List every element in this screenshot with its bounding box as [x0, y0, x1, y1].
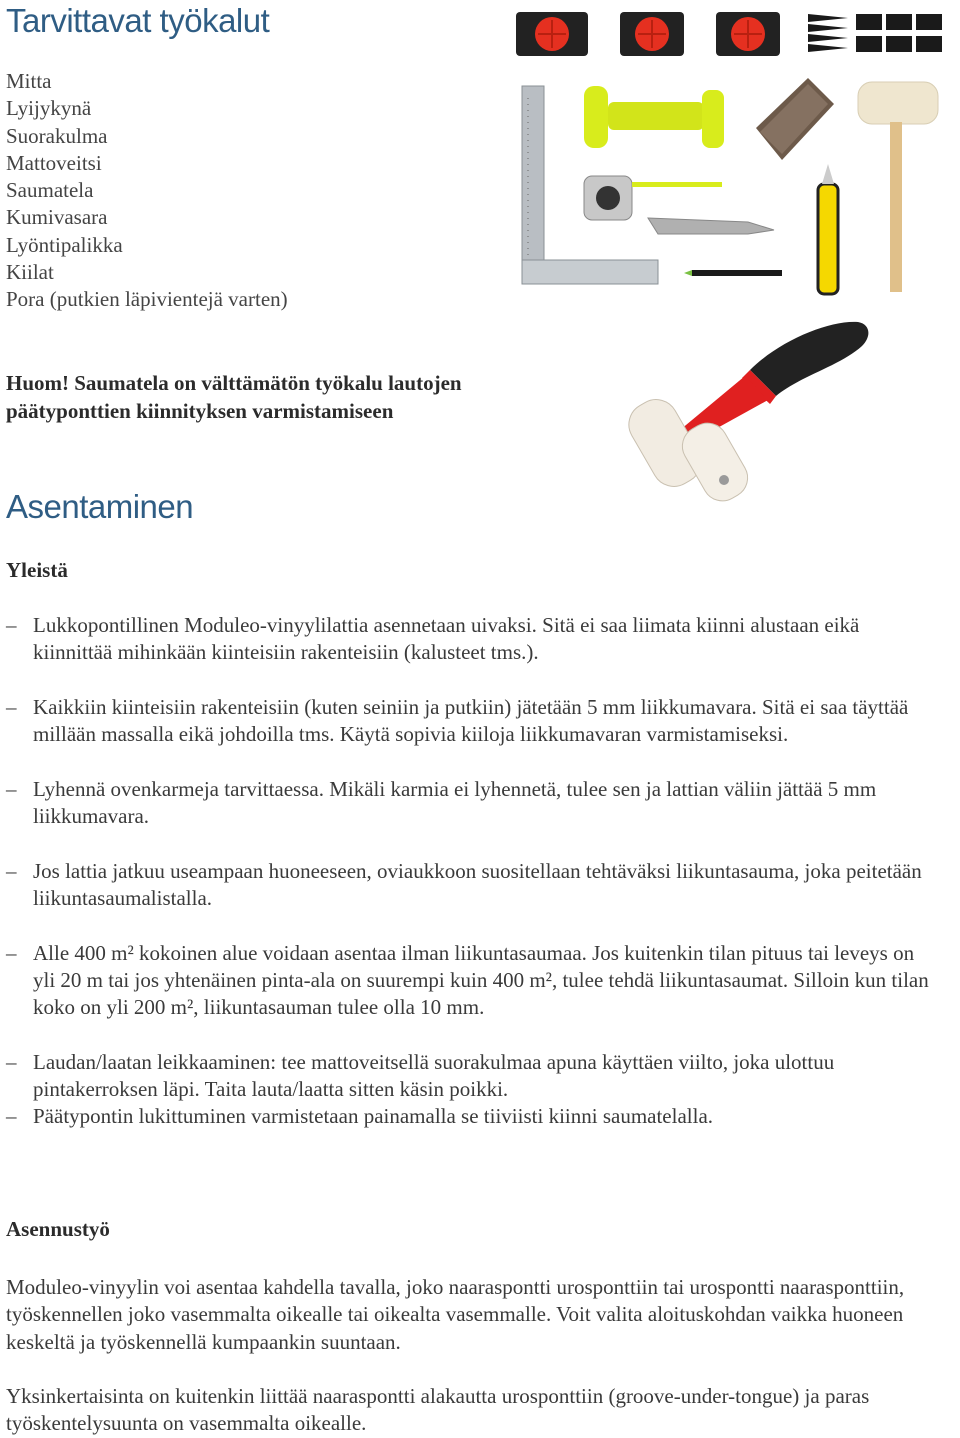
bullet-text: Jos lattia jatkuu useampaan huoneeseen, oviaukkoon suositellaan tehtäväksi liikuntasauma, joka peitetään liikuntasaumalistalla.	[33, 858, 922, 910]
bullet-text: Kaikkiin kiinteisiin rakenteisiin (kuten seiniin ja putkiin) jätetään 5 mm liikkumavara. Sitä ei saa täyttää millään massalla eikä johdoilla tms. Käytä sopivia kiiloja liikkumavaran varmistamiseksi.	[33, 694, 909, 747]
tool-item-wedges: Kiilat	[6, 260, 54, 285]
list-item	[6, 858, 941, 913]
list-item	[6, 1049, 941, 1104]
work-paragraph-1: Moduleo-vinyylin voi asentaa kahdella tavalla, joko naaraspontti urosponttiin tai urospontti naarasponttiin, työskennellen joko vasemmalta oikealle tai oikealta vasemmalle. Voit valita aloituskohdan vaikka huoneen keskeltä ja työskennellä kumpaankin suuntaan.	[6, 1275, 905, 1354]
tool-list	[6, 68, 288, 314]
dash-icon: –	[6, 940, 17, 965]
tool-item-utility-knife: Mattoveitsi	[6, 150, 102, 175]
pencil-icon	[684, 270, 782, 276]
dash-icon: –	[6, 613, 17, 637]
installation-heading: Asentaminen	[6, 488, 194, 525]
general-heading: Yleistä	[6, 558, 68, 582]
bullet-text: Alle 400 m² kokoinen alue voidaan asentaa ilman liikuntasaumaa. Jos kuitenkin tilan pituus tai leveys on yli 20 m tai jos yhtenäinen pinta-ala on suurempi kuin 400 m², tulee tehdä liikuntasaumat. Silloin kun tilan koko on yli 200 m², liikuntasauman tulee olla 10 mm.	[33, 940, 929, 1020]
knife-icon	[648, 218, 774, 234]
bullet-text: Päätypontin lukittuminen varmistetaan painamalla se tiiviisti kiinni saumatelalla.	[33, 1104, 714, 1129]
note-line-2: päätyponttien kiinnityksen varmistamiseen	[6, 398, 394, 423]
tools-heading: Tarvittavat työkalut	[6, 2, 270, 39]
utility-knife-icon	[818, 164, 838, 294]
tool-item-tapping-block: Lyöntipalikka	[6, 232, 123, 257]
dash-icon: –	[6, 1049, 17, 1074]
bullet-text: Lukkopontillinen Moduleo-vinyylilattia asennetaan uivaksi. Sitä ei saa liimata kiinni alustaan eikä kiinnittää mihinkään kiinteisiin rakenteisiin (kalusteet tms.).	[33, 613, 860, 665]
tool-item-square: Suorakulma	[6, 123, 108, 148]
wedges-icon	[808, 14, 942, 52]
bullet-text: Lyhennä ovenkarmeja tarvittaessa. Mikäli karmia ei lyhennetä, tulee sen ja lattian väliin jättää 5 mm liikkumavara.	[33, 776, 877, 829]
bullet-text: Laudan/laatan leikkaaminen: tee mattoveitsellä suorakulmaa apuna käyttäen viilto, joka ulottuu pintakerroksen läpi. Taita lauta/laatta sitten käsin poikki.	[33, 1049, 835, 1102]
tools-note	[6, 370, 596, 425]
list-item	[6, 940, 941, 1022]
tool-item-drill: Pora (putkien läpivientejä varten)	[6, 287, 288, 312]
suction-pad-icon	[716, 12, 780, 56]
dash-icon: –	[6, 1104, 17, 1129]
list-item	[6, 776, 941, 831]
tool-item-rubber-mallet: Kumivasara	[6, 205, 108, 230]
mallet-icon	[858, 82, 938, 292]
tile-sample-icon	[756, 78, 834, 160]
seam-roller-icon	[621, 322, 869, 505]
list-item	[6, 1103, 941, 1130]
suction-pad-icon	[620, 12, 684, 56]
dash-icon: –	[6, 776, 17, 801]
tools-photo	[508, 8, 956, 300]
list-item	[6, 694, 941, 749]
suction-pad-icon	[516, 12, 588, 56]
tape-measure-icon	[584, 176, 722, 220]
work-heading: Asennustyö	[6, 1217, 110, 1241]
seam-roller-photo	[600, 310, 875, 505]
dash-icon: –	[6, 858, 17, 883]
tool-item-pencil: Lyijykynä	[6, 96, 92, 121]
note-line-1: Huom! Saumatela on välttämätön työkalu lautojen	[6, 371, 462, 395]
tapping-block-icon	[584, 86, 724, 148]
general-bullet-list	[6, 612, 941, 1131]
work-paragraph-2: Yksinkertaisinta on kuitenkin liittää naaraspontti alakautta urosponttiin (groove-under-tongue) ja paras työskentelysuunta on vasemmalta oikealle.	[6, 1384, 870, 1436]
tool-item-seam-roller: Saumatela	[6, 178, 94, 203]
list-item	[6, 612, 941, 667]
tool-item-tape-measure: Mitta	[6, 69, 52, 93]
dash-icon: –	[6, 694, 17, 719]
